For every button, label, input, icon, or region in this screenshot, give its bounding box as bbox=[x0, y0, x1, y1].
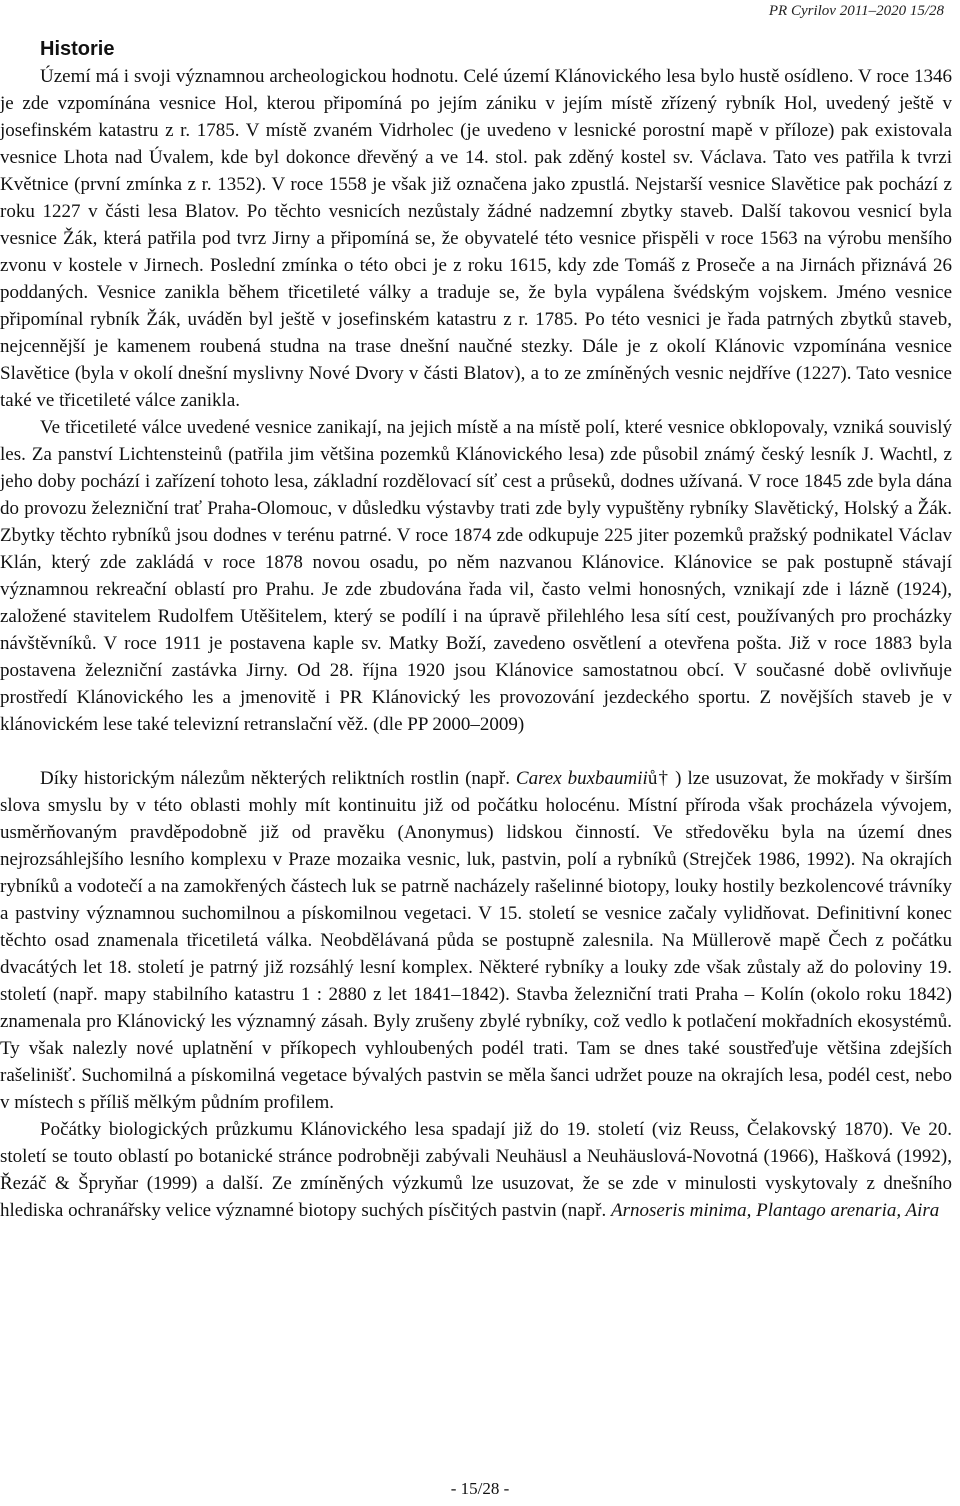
paragraph-text: Počátky biologických průzkumu Klánovického lesa spadají již do 19. století (viz Reuss, Čelakovský 1870). Ve 20. století se touto oblastí po botanické stránce podrobněji zabývali Neuhäusl a Neuhäuslová-Novotná (1966), Hašková (1992), Řezáč & Špryňar (1999) a další. Ze zmíněných výzkumů lze usuzovat, že se zde v minulosti vyskytovaly z dnešního hlediska ochranářsky velice významné biotopy suchých písčitých pastvin (např. bbox=[0, 1119, 952, 1221]
document-body bbox=[0, 36, 952, 1224]
page-number: - 15/28 - bbox=[450, 1479, 510, 1498]
paragraph bbox=[0, 765, 952, 1116]
running-header: PR Cyrilov 2011–2020 15/28 bbox=[768, 3, 944, 19]
paragraph bbox=[0, 414, 952, 738]
paragraph-text: Území má i svoji významnou archeologickou hodnotu. Celé území Klánovického lesa bylo hustě osídleno. V roce 1346 je zde vzpomínána vesnice Hol, kterou připomíná po jejím zániku v jejím místě zřízený rybník Hol, uvedený ještě v josefinském katastru z r. 1785. V místě zvaném Vidrholec (je uvedeno v lesnické porostní mapě v příloze) pak existovala vesnice Lhota nad Úvalem, kde byl dokonce dřevěný a ve 14. stol. pak zděný kostel sv. Václava. Tato ves patřila k tvrzi Květnice (první zmínka z r. 1352). V roce 1558 je však již označena jako zpustlá. Nejstarší vesnice Slavětice pak pochází z roku 1227 v části lesa Blatov. Po těchto vesnicích nezůstaly žádné nadzemní zbytky staveb. Další takovou vesnicí byla vesnice Žák, která patřila pod tvrz Jirny a připomíná se, že obyvatelé této vesnice přispěli v roce 1563 na výrobu menšího zvonu v kostele v Jirnech. Poslední zmínka o této obci je z roku 1615, kdy zde Tomáš z Proseče a na Jirnách přiznává 26 poddaných. Vesnice zanikla během třicetileté války a traduje se, že byla vypálena švédským vojskem. Jméno vesnice připomínal rybník Žák, uváděn byl ještě v josefinském katastru z r. 1785. Po této vesnici je řada patrných zbytků staveb, nejcennější je kamenem roubená studna na trase dnešní naučné stezky. Dále je z okolí Klánovic vzpomínána vesnice Slavětice (byla v okolí dnešní myslivny Nové Dvory v části Blatov), a to ze zmíněných vesnic nejdříve (1227). Tato vesnice také ve třicetileté válce zanikla. bbox=[0, 66, 952, 411]
paragraph-text: Díky historickým nálezům některých reliktních rostlin (např. bbox=[40, 768, 516, 789]
section-heading: Historie bbox=[40, 38, 115, 60]
paragraph-text: ů† ) lze usuzovat, že mokřady v širším slova smyslu by v této oblasti mohly mít kontinuitu již od počátku holocénu. Místní příroda však procházela vývojem, usměrňovaným pravděpodobně již od pravěku (Anonymus) lidskou činností. Ve středověku byla na území dnes nejrozsáhlejšího lesního komplexu v Praze mozaika vesnic, luk, pastvin, polí a rybníků (Strejček 1986, 1992). Na okrajích rybníků a vodotečí a na zamokřených částech luk se patrně nacházely rašelinné biotopy, louky hostily bezkolencové trávníky a pastviny významnou suchomilnou a pískomilnou vegetaci. V 15. století se vesnice začaly vylidňovat. Definitivní konec těchto osad znamenala třicetiletá válka. Neobdělávaná půda se postupně zalesnila. Na Müllerově mapě Čech z počátku dvacátých let 18. století je patrný již rozsáhlý lesní komplex. Některé rybníky a louky zde však zůstaly až do poloviny 19. století (např. mapy stabilního katastru 1 : 2880 z let 1841–1842). Stavba železniční trati Praha – Kolín (okolo roku 1842) znamenala pro Klánovický les významný zásah. Byly zrušeny zbylé rybníky, což vedlo k potlačení mokřadních ekosystémů. Ty však nalezly nové uplatnění v příkopech vyhloubených podél trati. Tam se dnes také soustřeďuje většina zdejších rašelinišť. Suchomilná a pískomilná vegetace bývalých pastvin se měla šanci udržet pouze na okrajích lesa, podél cest, nebo v místech s příliš mělkým půdním profilem. bbox=[0, 768, 952, 1113]
paragraph bbox=[0, 1116, 952, 1224]
paragraph bbox=[0, 63, 952, 414]
italic-text: Arnoseris minima, Plantago arenaria, Aira bbox=[611, 1200, 940, 1221]
paragraph-text: Ve třicetileté válce uvedené vesnice zanikají, na jejich místě a na místě polí, které vesnice obklopovaly, vzniká souvislý les. Za panství Lichtensteinů (patřila jim většina pozemků Klánovického lesa) zde působil známý český lesník J. Wachtl, z jeho doby pochází i zařízení tohoto lesa, základní rozdělovací síť cest a průseků, dodnes užívaná. V roce 1845 zde byla dána do provozu železniční trať Praha-Olomouc, v důsledku výstavby trati zde byly vypuštěny rybníky Slavětický, Holský a Žák. Zbytky těchto rybníků jsou dodnes v terénu patrné. V roce 1874 zde odkupuje 225 jiter pozemků pražský podnikatel Václav Klán, který zde zakládá v roce 1878 novou osadu, po něm nazvanou Klánovice. Klánovice se pak postupně stávají významnou rekreační oblastí pro Prahu. Je zde zbudována řada vil, často velmi honosných, vznikají zde i lázně (1924), založené stavitelem Rudolfem Utěšitelem, který se podílí i na úpravě přilehlého lesa sítí cest, používaných pro procházky návštěvníků. V roce 1911 je postavena kaple sv. Matky Boží, zavedeno osvětlení a otevřena pošta. Již v roce 1883 byla postavena železniční zastávka Jirny. Od 28. října 1920 jsou Klánovice samostatnou obcí. V současné době ovlivňuje prostředí Klánovického les a jmenovitě i PR Klánovický les provozování jezdeckého sportu. Z novějších staveb je v klánovickém lese také televizní retranslační věž. (dle PP 2000–2009) bbox=[0, 417, 952, 735]
italic-text: Carex buxbaumii bbox=[515, 768, 648, 789]
